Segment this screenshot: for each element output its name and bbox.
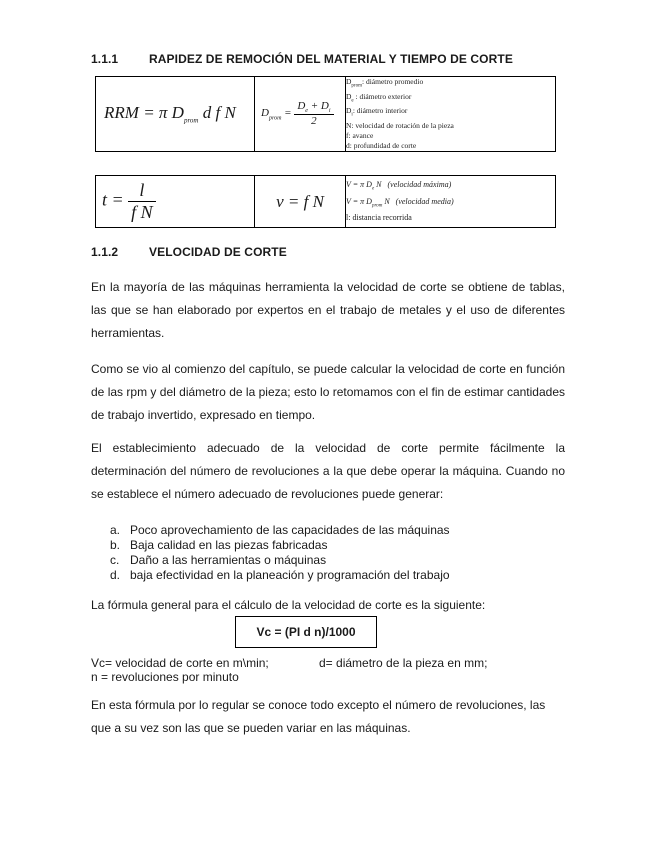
speed-formula-cell — [255, 176, 346, 228]
list-item: b. Baja calidad en las piezas fabricadas — [110, 538, 328, 552]
time-formula: t = $\frac{l}{\text{f N}}$ — [96, 180, 254, 223]
consequences-list — [110, 523, 550, 583]
definition-vc: Vc= velocidad de corte en m\min; — [91, 656, 269, 670]
closing-paragraph: En esta fórmula por lo regular se conoce todo excepto el número de revoluciones, las que a su vez son las que se pueden variar en las máquinas. — [91, 698, 546, 735]
section-heading-1-1-2 — [91, 245, 287, 259]
table1-legend: $D_{prom}$: diámetro promedio $D_e$ : diámetro exterior $D_i$: diámetro interior N: velocidad de rotación de la pieza f: avance d: profundidad de corte — [346, 77, 556, 152]
dprom-formula-cell — [255, 77, 346, 152]
speed-formula: v = f N — [276, 191, 324, 211]
definition-n: n = revoluciones por minuto — [91, 670, 239, 684]
time-formula-cell — [96, 176, 255, 228]
paragraph-1: En la mayoría de las máquinas herramienta la velocidad de corte se obtiene de tablas, las que se han elaborado por expertos en el trabajo de metales y el uso de diferentes herramientas. — [91, 280, 565, 340]
paragraph-3: El establecimiento adecuado de la velocidad de corte permite fácilmente la determinación del número de revoluciones a la que debe operar la máquina. Cuando no se establece el número adecuado de revoluciones puede generar: — [91, 441, 565, 501]
dprom-formula: $D_{prom}$ = $\frac{D_e + D_i}{2}$ — [255, 100, 345, 127]
section-heading-1-1-1 — [91, 52, 513, 66]
section-number: 1.1.1 — [91, 52, 119, 66]
rrm-formula-cell — [96, 77, 255, 152]
definition-d: d= diámetro de la pieza en mm; — [319, 656, 488, 670]
list-item: d. baja efectividad en la planeación y programación del trabajo — [110, 568, 450, 582]
section-title: RAPIDEZ DE REMOCIÓN DEL MATERIAL Y TIEMPO DE CORTE — [149, 52, 513, 66]
formula-intro: La fórmula general para el cálculo de la velocidad de corte es la siguiente: — [91, 598, 486, 612]
rrm-formula: RRM = π $D_{prom}$ d f N — [104, 103, 236, 125]
cutting-speed-formula-box: Vc = (PI d n)/1000 — [235, 616, 377, 648]
formula-table-time — [95, 175, 556, 228]
section-number: 1.1.2 — [91, 245, 119, 259]
formula-table-rrm — [95, 76, 556, 152]
list-item: c. Daño a las herramientas o máquinas — [110, 553, 327, 567]
section-title: VELOCIDAD DE CORTE — [149, 245, 287, 259]
paragraph-2: Como se vio al comienzo del capítulo, se puede calcular la velocidad de corte en función de las rpm y del diámetro de la pieza; esto lo retomamos con el fin de estimar cantidades de trabajo invertido, expresado en tiempo. — [91, 362, 565, 422]
table2-legend: V = π $D_e$ N (velocidad máxima) V = π $D_{prom}$ N (velocidad media) l: distancia recorrida — [346, 176, 556, 228]
list-item: a. Poco aprovechamiento de las capacidades de las máquinas — [110, 523, 450, 537]
